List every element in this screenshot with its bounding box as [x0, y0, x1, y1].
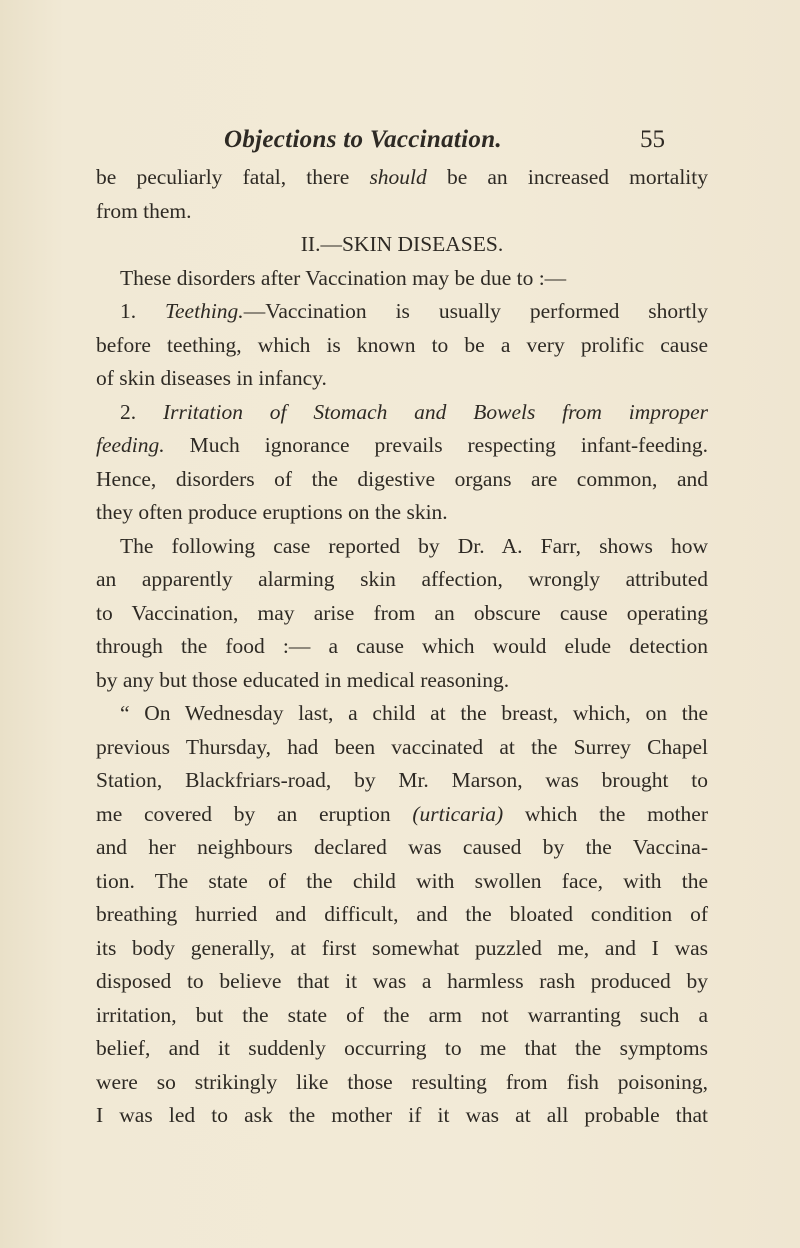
text-line: tion. The state of the child with swollen face, with the — [96, 868, 708, 893]
text-line: irritation, but the state of the arm not warranting such a — [96, 1002, 708, 1027]
text-line: 2. Irritation of Stomach and Bowels from improper — [120, 399, 708, 424]
section-heading: II.—SKIN DISEASES. — [300, 232, 504, 256]
text-line: belief, and it suddenly occurring to me that the symptoms — [96, 1036, 708, 1060]
text-line: previous Thursday, had been vaccinated at the Surrey Chapel — [96, 734, 708, 759]
text-line: be peculiarly fatal, there should be an increased mortality — [96, 165, 708, 189]
text-line: of skin diseases in infancy. — [96, 366, 327, 390]
text-line: through the food :— a cause which would elude detection — [96, 634, 708, 658]
text-line: they often produce eruptions on the skin. — [96, 500, 448, 524]
text-line: 1. Teething.—Vaccination is usually performed shortly — [120, 299, 708, 323]
page-header — [0, 124, 800, 164]
text-line: The following case reported by Dr. A. Farr, shows how — [120, 533, 708, 558]
text-line: disposed to believe that it was a harmless rash produced by — [96, 969, 708, 993]
text-line: I was led to ask the mother if it was at all probable that — [96, 1103, 708, 1127]
running-head: Objections to Vaccination. — [224, 126, 502, 153]
text-line: These disorders after Vaccination may be due to :— — [120, 265, 567, 290]
text-line: were so strikingly like those resulting from fish poisoning, — [96, 1069, 708, 1094]
text-line: by any but those educated in medical reasoning. — [96, 667, 510, 692]
text-line: to Vaccination, may arise from an obscure cause operating — [96, 600, 708, 625]
text-line: an apparently alarming skin affection, wrongly attributed — [96, 567, 708, 591]
text-line: breathing hurried and difficult, and the bloated condition of — [96, 902, 708, 926]
text-line: “ On Wednesday last, a child at the breast, which, on the — [120, 701, 708, 725]
text-line: Station, Blackfriars-road, by Mr. Marson, was brought to — [96, 768, 708, 792]
text-line: from them. — [96, 198, 192, 223]
text-line: its body generally, at first somewhat puzzled me, and I was — [96, 935, 708, 960]
body-text — [96, 161, 708, 1133]
text-line: me covered by an eruption (urticaria) which the mother — [96, 801, 708, 826]
text-line: feeding. Much ignorance prevails respecting infant-feeding. — [96, 433, 708, 457]
page-number: 55 — [640, 126, 665, 153]
text-line: Hence, disorders of the digestive organs are common, and — [96, 466, 708, 491]
text-line: and her neighbours declared was caused by the Vaccina- — [96, 835, 708, 859]
text-line: before teething, which is known to be a very prolific cause — [96, 332, 708, 357]
